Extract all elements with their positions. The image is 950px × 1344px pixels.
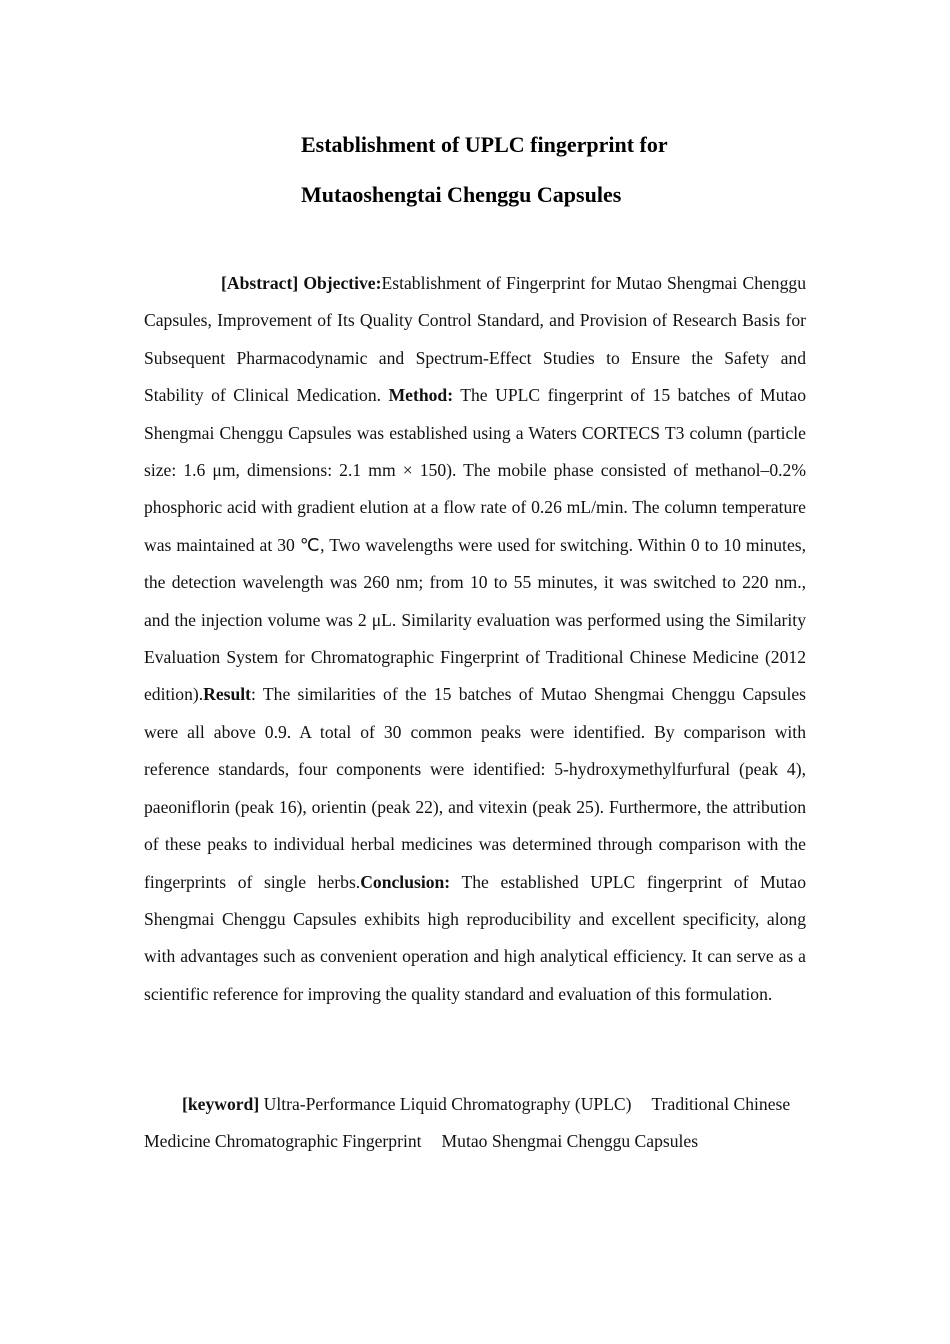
title-line-2: Mutaoshengtai Chenggu Capsules [301,182,622,207]
method-text: The UPLC fingerprint of 15 batches of Mutao Shengmai Chenggu Capsules was established using a Waters CORTECS T3 column (particle size: 1.6 μm, dimensions: 2.1 mm × 150). The mobile phase consisted of methanol–0.2% phosphoric acid with gradient elution at a flow rate of 0.26 mL/min. The column temperature was maintained at 30 ℃, Two wavelengths were used for switching. Within 0 to 10 minutes, the detection wavelength was 260 nm; from 10 to 55 minutes, it was switched to 220 nm., and the injection volume was 2 μL. Similarity evaluation was performed using the Similarity Evaluation System for Chromatographic Fingerprint of Traditional Chinese Medicine (2012 edition). [144,385,806,705]
keywords-label: [keyword] [182,1094,260,1114]
objective-label: Objective: [303,273,382,293]
keyword-item: Mutao Shengmai Chenggu Capsules [441,1131,699,1152]
abstract-paragraph [144,265,806,1013]
keywords-paragraph [144,1086,806,1161]
keyword-item: Ultra-Performance Liquid Chromatography (UPLC) [263,1094,632,1114]
paper-title [301,120,821,220]
title-line-1: Establishment of UPLC fingerprint for [301,132,668,157]
conclusion-label: Conclusion: [360,871,451,892]
result-label: Result [203,684,252,705]
method-label: Method: [388,385,454,406]
abstract-label: [Abstract] [221,273,299,293]
conclusion-text: The established UPLC fingerprint of Mutao Shengmai Chenggu Capsules exhibits high reproducibility and excellent specificity, along with advantages such as convenient operation and high analytical efficiency. It can serve as a scientific reference for improving the quality standard and evaluation of this formulation. [144,871,807,1004]
objective-text: Establishment of Fingerprint for Mutao Shengmai Chenggu Capsules, Improvement of Its Quality Control Standard, and Provision of Research Basis for Subsequent Pharmacodynamic and Spectrum-Effect Studies to Ensure the Safety and Stability of Clinical Medication. [144,273,806,406]
result-text: : The similarities of the 15 batches of Mutao Shengmai Chenggu Capsules were all above 0.9. A total of 30 common peaks were identified. By comparison with reference standards, four components were identified: 5-hydroxymethylfurfural (peak 4), paeoniflorin (peak 16), orientin (peak 22), and vitexin (peak 25). Furthermore, the attribution of these peaks to individual herbal medicines was determined through comparison with the fingerprints of single herbs. [144,684,806,892]
keyword-item: Traditional Chinese Medicine Chromatographic Fingerprint [144,1094,791,1152]
